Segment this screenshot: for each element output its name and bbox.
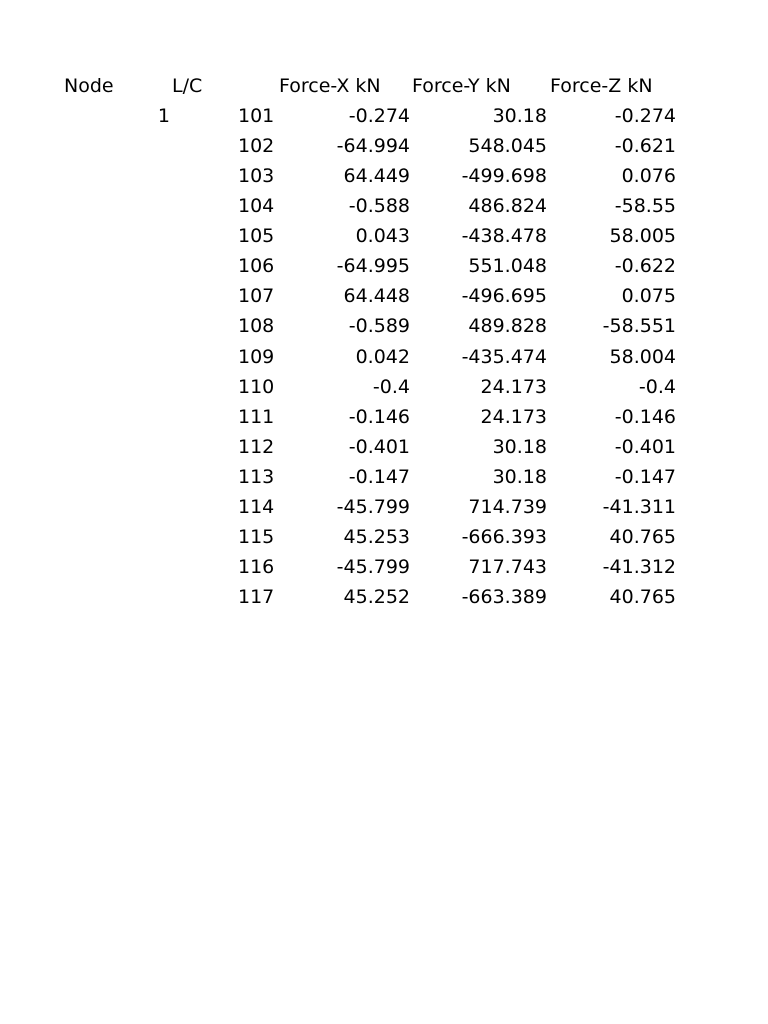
- node-value: 1: [157, 105, 170, 127]
- load-case-cell: 112: [238, 435, 275, 458]
- force-y-cell: 30.18: [492, 105, 547, 127]
- header-lc: L/C: [172, 75, 203, 97]
- header-node: Node: [64, 75, 114, 97]
- load-case-cell: 114: [238, 495, 275, 518]
- force-z-cell: -0.621: [614, 135, 676, 158]
- table-row: [0, 552, 768, 582]
- force-z-cell: -0.274: [614, 105, 676, 127]
- force-y-cell: 714.739: [468, 495, 547, 518]
- force-z-cell: 0.075: [621, 285, 676, 308]
- load-case-cell: 101: [238, 105, 275, 127]
- force-z-cell: -0.146: [614, 405, 676, 428]
- force-z-cell: -0.147: [614, 465, 676, 488]
- load-case-cell: 102: [238, 135, 275, 158]
- header-force-y: Force-Y kN: [412, 75, 511, 97]
- load-case-cell: 113: [238, 465, 275, 488]
- force-y-cell: 717.743: [468, 555, 547, 578]
- header-force-z: Force-Z kN: [550, 75, 653, 97]
- force-z-cell: -0.401: [614, 435, 676, 458]
- load-case-cell: 104: [238, 195, 275, 218]
- table-row: [0, 402, 768, 432]
- force-x-cell: -45.799: [336, 495, 410, 518]
- force-x-cell: -64.995: [336, 255, 410, 278]
- table-row: [0, 342, 768, 372]
- force-x-cell: 0.043: [355, 225, 410, 248]
- load-case-cell: 106: [238, 255, 275, 278]
- table-row: [0, 462, 768, 492]
- force-z-cell: -0.4: [638, 375, 676, 398]
- force-z-cell: -41.311: [602, 495, 676, 518]
- table-row: [0, 101, 768, 131]
- force-z-cell: 58.005: [609, 225, 676, 248]
- force-y-cell: -438.478: [461, 225, 547, 248]
- table-row: [0, 281, 768, 311]
- header-row: [0, 71, 768, 101]
- force-x-cell: -0.4: [372, 375, 410, 398]
- table-row: [0, 221, 768, 251]
- load-case-cell: 105: [238, 225, 275, 248]
- table-row: [0, 131, 768, 161]
- load-case-cell: 109: [238, 345, 275, 368]
- force-x-cell: -0.401: [348, 435, 410, 458]
- force-z-cell: 58.004: [609, 345, 676, 368]
- force-x-cell: -0.146: [348, 405, 410, 428]
- force-z-cell: -58.551: [602, 315, 676, 338]
- header-force-x: Force-X kN: [279, 75, 381, 97]
- force-z-cell: -58.55: [614, 195, 676, 218]
- load-case-cell: 111: [238, 405, 275, 428]
- load-case-cell: 115: [238, 525, 275, 548]
- force-x-cell: 0.042: [355, 345, 410, 368]
- force-x-cell: -0.589: [348, 315, 410, 338]
- force-x-cell: 64.449: [343, 165, 410, 188]
- table-row: [0, 161, 768, 191]
- force-y-cell: -666.393: [461, 525, 547, 548]
- force-z-cell: 0.076: [621, 165, 676, 188]
- force-z-cell: 40.765: [609, 586, 676, 608]
- force-z-cell: 40.765: [609, 525, 676, 548]
- force-y-cell: -435.474: [461, 345, 547, 368]
- force-y-cell: 489.828: [468, 315, 547, 338]
- force-x-cell: -45.799: [336, 555, 410, 578]
- force-x-cell: 45.252: [343, 586, 410, 608]
- force-y-cell: 551.048: [468, 255, 547, 278]
- force-x-cell: -64.994: [336, 135, 410, 158]
- load-case-cell: 107: [238, 285, 275, 308]
- load-case-cell: 103: [238, 165, 275, 188]
- table-row: [0, 191, 768, 221]
- force-y-cell: 30.18: [492, 435, 547, 458]
- force-y-cell: -499.698: [461, 165, 547, 188]
- force-x-cell: 45.253: [343, 525, 410, 548]
- force-y-cell: 548.045: [468, 135, 547, 158]
- force-x-cell: -0.147: [348, 465, 410, 488]
- table-row: [0, 372, 768, 402]
- table-row: [0, 311, 768, 341]
- force-z-cell: -41.312: [602, 555, 676, 578]
- force-x-cell: -0.588: [348, 195, 410, 218]
- force-y-cell: 24.173: [480, 375, 547, 398]
- table-row: [0, 251, 768, 281]
- load-case-cell: 117: [238, 586, 275, 608]
- force-x-cell: 64.448: [343, 285, 410, 308]
- load-case-cell: 116: [238, 555, 275, 578]
- load-case-cell: 110: [238, 375, 275, 398]
- force-y-cell: 486.824: [468, 195, 547, 218]
- load-case-cell: 108: [238, 315, 275, 338]
- table-row: [0, 582, 768, 612]
- force-y-cell: -663.389: [461, 586, 547, 608]
- force-z-cell: -0.622: [614, 255, 676, 278]
- force-y-cell: 30.18: [492, 465, 547, 488]
- force-x-cell: -0.274: [348, 105, 410, 127]
- force-y-cell: -496.695: [461, 285, 547, 308]
- force-y-cell: 24.173: [480, 405, 547, 428]
- table-row: [0, 522, 768, 552]
- table-row: [0, 492, 768, 522]
- table-row: [0, 432, 768, 462]
